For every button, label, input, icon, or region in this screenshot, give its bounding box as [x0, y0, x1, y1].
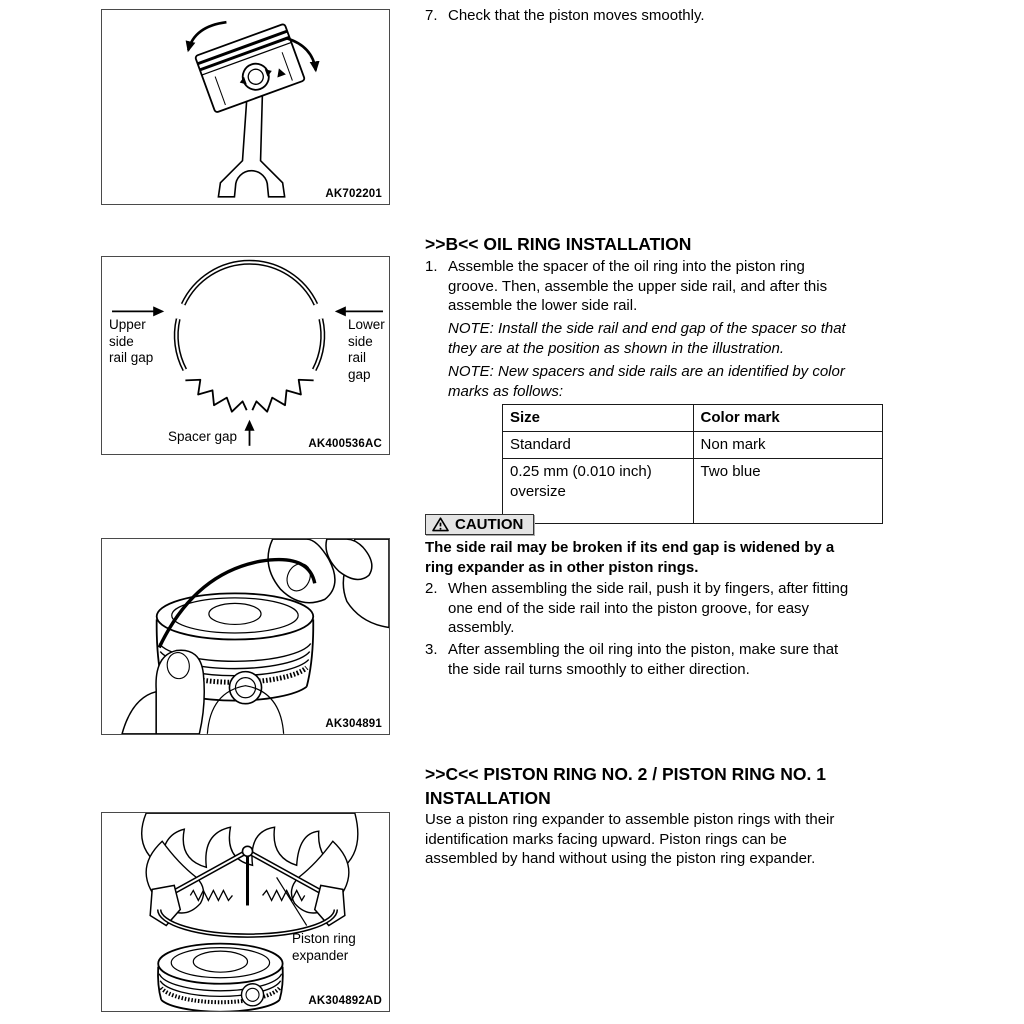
lower-side-rail-gap-label: Lower side rail gap: [348, 317, 385, 382]
figure-box-ring-expander: [101, 812, 390, 1012]
section-c-body: Use a piston ring expander to assemble piston rings with their identification marks facing upward. Piston rings can be assembled by hand without using the piston ring expander.: [425, 811, 835, 867]
table-cell-size: Standard: [503, 432, 694, 459]
table-header-row: [503, 405, 883, 432]
figure-box-piston-rocking: [101, 9, 390, 205]
step-text: When assembling the side rail, push it by fingers, after fitting one end of the side rail into the piston groove, for easy assembly.: [448, 580, 849, 636]
table-cell-color: Non mark: [693, 432, 882, 459]
note-color-marks: NOTE: New spacers and side rails are an identified by color marks as follows:: [448, 363, 845, 400]
upper-side-rail: [183, 262, 316, 304]
piston-rocking-illustration: [102, 10, 389, 204]
warning-triangle-icon: [432, 517, 449, 532]
table-cell-color: Two blue: [693, 459, 882, 524]
caution-text: The side rail may be broken if its end gap is widened by a ring expander as in other piston rings.: [425, 539, 835, 576]
step-2: [425, 579, 853, 638]
lower-side-rail-right: [314, 319, 323, 370]
table-row: [503, 459, 883, 524]
section-c-heading-line2: INSTALLATION: [425, 788, 551, 808]
piston-below: [158, 944, 283, 1011]
caution-badge: [425, 514, 534, 535]
figure-code: AK400536AC: [305, 438, 382, 450]
ring-expander-illustration: [102, 813, 389, 1011]
step-number: 7.: [425, 7, 438, 24]
piston: [195, 24, 305, 113]
spacer-zigzag-left: [185, 380, 246, 412]
step-number: 3.: [425, 641, 438, 658]
side-rail-installation-illustration: [102, 539, 389, 734]
step-text: Assemble the spacer of the oil ring into the piston ring groove. Then, assemble the upper side rail, and after this assemble the lower side rail.: [448, 258, 828, 314]
size-color-mark-table: [502, 404, 883, 524]
figure-code: AK304892AD: [305, 995, 382, 1007]
spacer-zigzag-right: [252, 380, 313, 412]
upper-side-rail-gap-label: Upper side rail gap: [109, 317, 154, 365]
figure-code: AK702201: [322, 188, 382, 200]
figure-box-oil-ring-gaps: [101, 256, 390, 455]
figure-code: AK304891: [322, 718, 382, 730]
figure-box-side-rail-by-hand: [101, 538, 390, 735]
lower-side-rail-left: [176, 319, 185, 370]
table-row: [503, 432, 883, 459]
section-b-heading: >>B<< OIL RING INSTALLATION: [425, 234, 692, 254]
step-number: 2.: [425, 580, 438, 597]
table-header-size: Size: [503, 405, 694, 432]
caution-label: CAUTION: [455, 516, 524, 533]
section-c-heading-line1: >>C<< PISTON RING NO. 2 / PISTON RING NO. 1: [425, 764, 826, 784]
step-text: Check that the piston moves smoothly.: [448, 7, 705, 24]
table-cell-size: 0.25 mm (0.010 inch) oversize: [503, 459, 694, 524]
step-3: [425, 640, 853, 679]
step-number: 1.: [425, 258, 438, 275]
step-text: After assembling the oil ring into the piston, make sure that the side rail turns smoothly to either direction.: [448, 641, 839, 678]
table-header-color-mark: Color mark: [693, 405, 882, 432]
step-7: [425, 6, 853, 26]
hand-thumb: [122, 650, 204, 734]
section-c-heading: [425, 762, 885, 810]
step-1: [425, 257, 853, 316]
piston-ring-expander-label: Piston ring expander: [292, 931, 356, 963]
note-side-rail-position: NOTE: Install the side rail and end gap of the spacer so that they are at the position as shown in the illustration.: [448, 320, 846, 357]
spacer-gap-label: Spacer gap: [168, 429, 238, 444]
ring-expander-tool: [150, 846, 345, 935]
